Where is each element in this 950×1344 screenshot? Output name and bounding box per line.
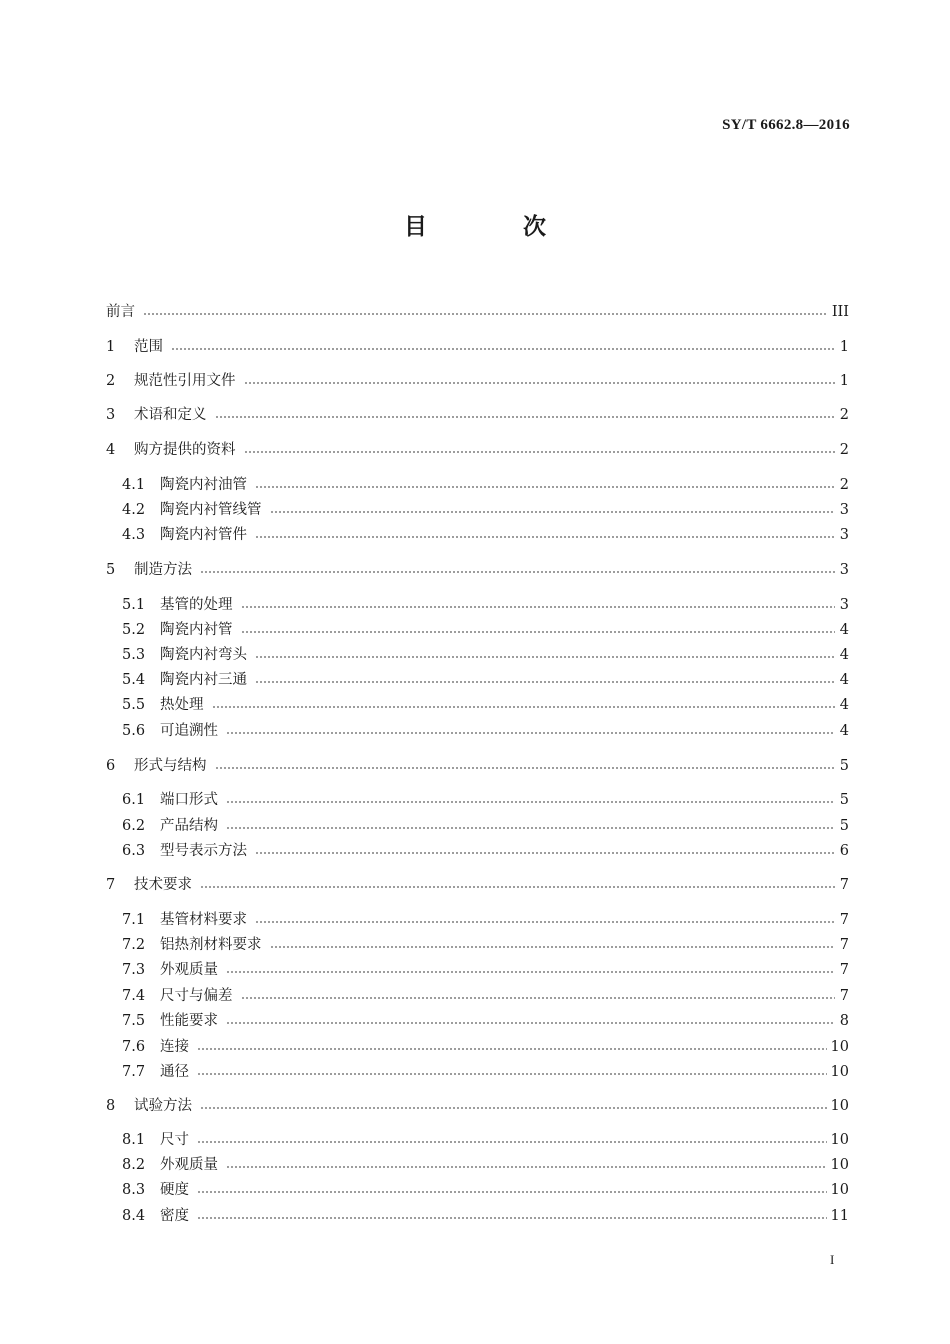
toc-entry-label: 外观质量 — [160, 1157, 218, 1173]
toc-entry-page: 3 — [839, 502, 849, 518]
dot-leader — [171, 348, 835, 350]
toc-entry-label: 型号表示方法 — [160, 843, 247, 859]
toc-entry-page: 2 — [839, 477, 849, 493]
toc-entry[interactable] — [0, 619, 950, 641]
toc-entry-label: 技术要求 — [134, 877, 192, 893]
toc-entry-number: 8.2 — [122, 1157, 146, 1173]
dot-leader — [226, 1166, 827, 1168]
toc-entry-page: 10 — [830, 1182, 849, 1198]
toc-entry-page: 1 — [839, 373, 849, 389]
toc-entry-number: 6 — [106, 758, 116, 774]
toc-entry[interactable] — [0, 1036, 950, 1058]
toc-entry[interactable] — [0, 644, 950, 666]
toc-entry-label: 基管材料要求 — [160, 912, 247, 928]
toc-entry-page: III — [831, 304, 849, 320]
dot-leader — [226, 971, 835, 973]
dot-leader — [270, 946, 836, 948]
toc-entry-label: 术语和定义 — [134, 407, 207, 423]
dot-leader — [255, 536, 835, 538]
dot-leader — [197, 1191, 827, 1193]
toc-entry[interactable] — [0, 720, 950, 742]
toc-entry-number: 5.4 — [122, 672, 146, 688]
toc-entry[interactable] — [0, 404, 950, 426]
toc-entry[interactable] — [0, 1010, 950, 1032]
toc-entry-number: 6.2 — [122, 818, 146, 834]
toc-entry-label: 硬度 — [160, 1182, 189, 1198]
toc-entry-number: 3 — [106, 407, 116, 423]
toc-entry-label: 可追溯性 — [160, 723, 218, 739]
toc-entry[interactable] — [0, 1061, 950, 1083]
toc-entry[interactable] — [0, 815, 950, 837]
dot-leader — [226, 1022, 835, 1024]
dot-leader — [215, 767, 836, 769]
toc-entry[interactable] — [0, 559, 950, 581]
dot-leader — [241, 631, 836, 633]
toc-entry-label: 尺寸与偏差 — [160, 988, 233, 1004]
toc-entry-number: 5.1 — [122, 597, 146, 613]
toc-entry[interactable] — [0, 755, 950, 777]
toc-entry-label: 产品结构 — [160, 818, 218, 834]
toc-entry-label: 尺寸 — [160, 1132, 189, 1148]
dot-leader — [200, 571, 835, 573]
toc-entry-number: 5.5 — [122, 697, 146, 713]
toc-entry-page: 6 — [839, 843, 849, 859]
toc-entry-label: 陶瓷内衬管件 — [160, 527, 247, 543]
toc-entry[interactable] — [0, 1205, 950, 1227]
toc-entry-page: 8 — [839, 1013, 849, 1029]
toc-entry[interactable] — [0, 336, 950, 358]
toc-entry[interactable] — [0, 934, 950, 956]
toc-entry-label: 制造方法 — [134, 562, 192, 578]
toc-entry-page: 2 — [839, 407, 849, 423]
toc-entry-label: 外观质量 — [160, 962, 218, 978]
toc-entry-number: 7.7 — [122, 1064, 146, 1080]
toc-entry[interactable] — [0, 474, 950, 496]
toc-entry-number: 8 — [106, 1098, 116, 1114]
dot-leader — [197, 1073, 827, 1075]
toc-entry-page: 5 — [839, 792, 849, 808]
toc-entry[interactable] — [0, 594, 950, 616]
toc-entry-page: 10 — [830, 1157, 849, 1173]
toc-entry-label: 陶瓷内衬管 — [160, 622, 233, 638]
toc-entry[interactable] — [0, 985, 950, 1007]
toc-entry-label: 试验方法 — [134, 1098, 192, 1114]
toc-entry-page: 3 — [839, 562, 849, 578]
toc-entry-number: 8.1 — [122, 1132, 146, 1148]
toc-entry-number: 8.4 — [122, 1208, 146, 1224]
toc-entry-page: 4 — [839, 697, 849, 713]
toc-entry[interactable] — [0, 439, 950, 461]
toc-entry-number: 7.6 — [122, 1039, 146, 1055]
toc-entry-label: 形式与结构 — [134, 758, 207, 774]
toc-entry-number: 4.1 — [122, 477, 146, 493]
toc-entry-number: 7.5 — [122, 1013, 146, 1029]
dot-leader — [212, 706, 836, 708]
toc-entry-number: 7.1 — [122, 912, 146, 928]
dot-leader — [255, 681, 835, 683]
toc-entry-page: 7 — [839, 912, 849, 928]
toc-entry-number: 7.3 — [122, 962, 146, 978]
toc-entry-page: 7 — [839, 877, 849, 893]
toc-entry-page: 3 — [839, 597, 849, 613]
toc-entry[interactable] — [0, 499, 950, 521]
toc-entry-number: 5 — [106, 562, 116, 578]
toc-entry-page: 10 — [830, 1064, 849, 1080]
page-number: I — [830, 1252, 835, 1267]
toc-entry-number: 4 — [106, 442, 116, 458]
toc-entry-label: 规范性引用文件 — [134, 373, 236, 389]
toc-entry[interactable] — [0, 301, 950, 323]
toc-entry-page: 4 — [839, 723, 849, 739]
toc-entry-page: 7 — [839, 962, 849, 978]
toc-entry-label: 陶瓷内衬油管 — [160, 477, 247, 493]
toc-entry-number: 7 — [106, 877, 116, 893]
dot-leader — [226, 827, 835, 829]
toc-entry-label: 性能要求 — [160, 1013, 218, 1029]
toc-entry-number: 5.3 — [122, 647, 146, 663]
toc-entry-page: 3 — [839, 527, 849, 543]
dot-leader — [226, 801, 835, 803]
toc-entry-number: 5.2 — [122, 622, 146, 638]
toc-entry-page: 7 — [839, 937, 849, 953]
toc-entry[interactable] — [0, 524, 950, 546]
toc-entry-page: 1 — [839, 339, 849, 355]
dot-leader — [244, 382, 836, 384]
toc-entry-page: 4 — [839, 647, 849, 663]
dot-leader — [197, 1048, 827, 1050]
dot-leader — [241, 606, 836, 608]
toc-entry-number: 1 — [106, 339, 116, 355]
toc-entry-label: 前言 — [106, 304, 135, 320]
toc-entry-number: 5.6 — [122, 723, 146, 739]
toc-entry[interactable] — [0, 1129, 950, 1151]
dot-leader — [197, 1217, 827, 1219]
toc-entry-label: 密度 — [160, 1208, 189, 1224]
toc-entry-number: 4.3 — [122, 527, 146, 543]
dot-leader — [244, 451, 836, 453]
toc-entry-label: 通径 — [160, 1064, 189, 1080]
toc-entry-label: 陶瓷内衬管线管 — [160, 502, 262, 518]
toc-entry-label: 购方提供的资料 — [134, 442, 236, 458]
dot-leader — [200, 886, 835, 888]
toc-entry-label: 基管的处理 — [160, 597, 233, 613]
toc-entry-label: 铝热剂材料要求 — [160, 937, 262, 953]
toc-entry[interactable] — [0, 909, 950, 931]
toc-entry-page: 11 — [830, 1208, 849, 1224]
toc-entry-page: 7 — [839, 988, 849, 1004]
toc-entry-label: 端口形式 — [160, 792, 218, 808]
toc-entry-label: 陶瓷内衬三通 — [160, 672, 247, 688]
toc-entry[interactable] — [0, 840, 950, 862]
toc-entry-label: 范围 — [134, 339, 163, 355]
toc-entry[interactable] — [0, 694, 950, 716]
toc-entry-number: 7.4 — [122, 988, 146, 1004]
toc-entry-page: 4 — [839, 622, 849, 638]
toc-entry-label: 陶瓷内衬弯头 — [160, 647, 247, 663]
toc-entry-page: 4 — [839, 672, 849, 688]
toc-entry-page: 5 — [839, 818, 849, 834]
toc-entry-page: 10 — [830, 1098, 849, 1114]
dot-leader — [197, 1141, 827, 1143]
toc-entry[interactable] — [0, 370, 950, 392]
toc-entry[interactable] — [0, 1154, 950, 1176]
dot-leader — [226, 732, 835, 734]
dot-leader — [241, 997, 836, 999]
toc-entry-label: 热处理 — [160, 697, 204, 713]
dot-leader — [255, 486, 835, 488]
toc-entry-page: 10 — [830, 1132, 849, 1148]
dot-leader — [200, 1107, 827, 1109]
toc-entry-number: 6.1 — [122, 792, 146, 808]
toc-entry-label: 连接 — [160, 1039, 189, 1055]
dot-leader — [255, 852, 835, 854]
toc-entry-number: 8.3 — [122, 1182, 146, 1198]
dot-leader — [255, 656, 835, 658]
dot-leader — [215, 416, 836, 418]
toc-entry-page: 5 — [839, 758, 849, 774]
toc-entry[interactable] — [0, 789, 950, 811]
dot-leader — [143, 313, 828, 315]
toc-entry[interactable] — [0, 959, 950, 981]
toc-entry-page: 2 — [839, 442, 849, 458]
toc-entry-number: 4.2 — [122, 502, 146, 518]
toc-entry-page: 10 — [830, 1039, 849, 1055]
toc-entry-number: 2 — [106, 373, 116, 389]
toc-entry[interactable] — [0, 874, 950, 896]
toc-entry-number: 6.3 — [122, 843, 146, 859]
toc-entry[interactable] — [0, 669, 950, 691]
dot-leader — [270, 511, 836, 513]
standard-code: SY/T 6662.8—2016 — [722, 117, 850, 133]
dot-leader — [255, 921, 835, 923]
toc-entry-number: 7.2 — [122, 937, 146, 953]
toc-entry[interactable] — [0, 1095, 950, 1117]
toc-entry[interactable] — [0, 1179, 950, 1201]
page-title: 目 次 — [403, 214, 590, 240]
